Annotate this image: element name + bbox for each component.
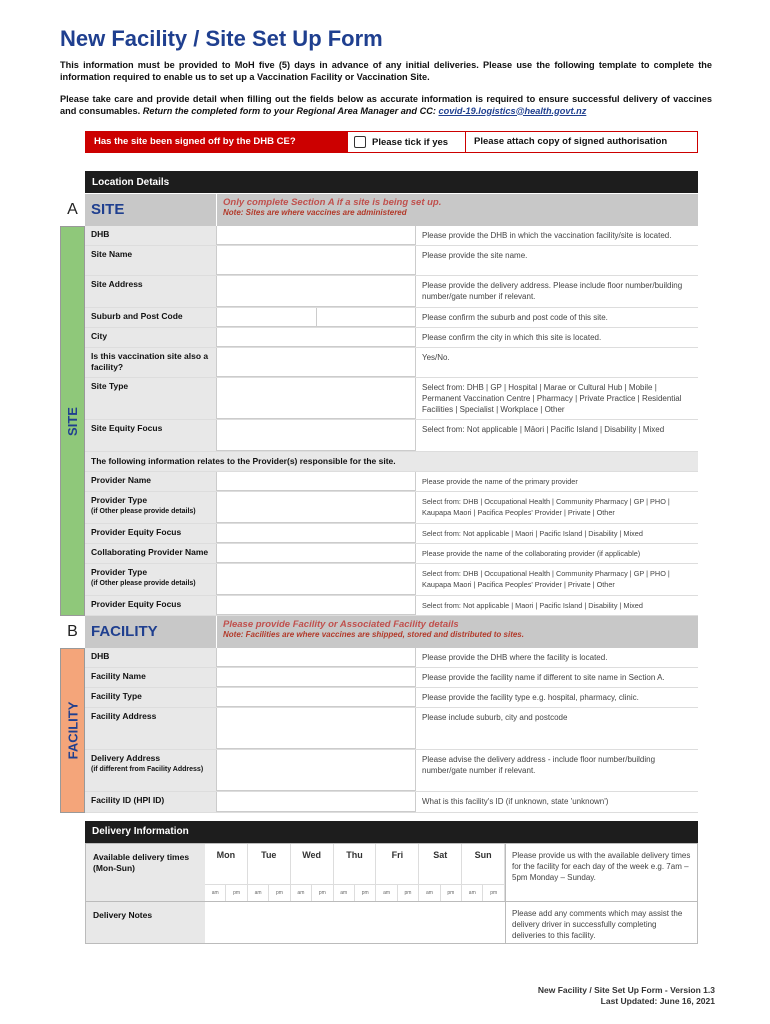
delivery-notes-input[interactable] bbox=[205, 902, 505, 943]
site-row-input[interactable] bbox=[216, 348, 416, 377]
provider-row-label bbox=[85, 544, 216, 563]
facility-row-label bbox=[85, 648, 216, 667]
site-row-label-text: Site Equity Focus bbox=[91, 423, 163, 433]
provider-row-label-text: Provider Equity Focus bbox=[91, 599, 182, 609]
time-am-input[interactable]: am bbox=[419, 885, 440, 901]
facility-row-hint: Please provide the DHB where the facility is located. bbox=[422, 653, 608, 662]
provider-row-hint: Select from: DHB | Occupational Health | Community Pharmacy | GP | PHO | Kaupapa Maori | Pacifica Peoples' Provider | Private | Other bbox=[422, 497, 670, 517]
site-sidebar-label: SITE bbox=[65, 406, 80, 436]
provider-row bbox=[85, 524, 698, 544]
facility-row-label bbox=[85, 688, 216, 707]
site-row-label-text: City bbox=[91, 331, 108, 341]
site-row-input[interactable] bbox=[216, 276, 416, 307]
provider-row-hint: Select from: Not applicable | Maori | Pacific Island | Disability | Mixed bbox=[422, 601, 643, 610]
provider-section-header: The following information relates to the Provider(s) responsible for the site. bbox=[85, 452, 698, 472]
facility-sidebar-label: FACILITY bbox=[65, 701, 80, 760]
site-row-label bbox=[85, 378, 216, 419]
site-row-input[interactable] bbox=[216, 378, 416, 419]
facility-row-label-text: Facility Type bbox=[91, 691, 142, 701]
provider-row-label-text: Provider Name bbox=[91, 475, 151, 485]
provider-row-label-note: (if Other please provide details) bbox=[91, 508, 196, 515]
time-pm-input[interactable]: pm bbox=[398, 885, 419, 901]
site-row-hint: Please confirm the suburb and post code of this site. bbox=[422, 313, 608, 322]
facility-row-hint: Please advise the delivery address - include floor number/building number/gate number if relevant. bbox=[422, 755, 656, 775]
site-row-label bbox=[85, 246, 216, 275]
provider-row-label bbox=[85, 492, 216, 523]
time-am-input[interactable]: am bbox=[205, 885, 226, 901]
facility-row-input[interactable] bbox=[216, 792, 416, 812]
site-row bbox=[85, 328, 698, 348]
facility-row-label-text: Delivery Address bbox=[91, 753, 161, 763]
facility-row bbox=[85, 792, 698, 813]
provider-row bbox=[85, 564, 698, 596]
time-pm-input[interactable]: pm bbox=[355, 885, 376, 901]
instructions-paragraph bbox=[60, 94, 712, 117]
section-b-note-main: Please provide Facility or Associated Facility details bbox=[223, 619, 459, 630]
facility-row-label bbox=[85, 750, 216, 791]
site-row-label bbox=[85, 328, 216, 347]
provider-row-hint: Please provide the name of the primary provider bbox=[422, 477, 578, 486]
site-row-label bbox=[85, 308, 216, 327]
site-row-label-text: DHB bbox=[91, 229, 110, 239]
site-row bbox=[85, 420, 698, 452]
time-am-input[interactable]: am bbox=[334, 885, 355, 901]
section-b-letter: B bbox=[60, 616, 85, 648]
site-row-hint: Please provide the DHB in which the vaccination facility/site is located. bbox=[422, 231, 672, 240]
signoff-row bbox=[85, 131, 698, 153]
site-row-input[interactable] bbox=[216, 328, 416, 347]
facility-row-input[interactable] bbox=[216, 708, 416, 749]
facility-row-label-text: Facility ID (HPI ID) bbox=[91, 795, 165, 805]
time-pm-input[interactable]: pm bbox=[226, 885, 247, 901]
provider-row-label bbox=[85, 524, 216, 543]
site-row bbox=[85, 246, 698, 276]
location-details-header: Location Details bbox=[85, 171, 698, 193]
provider-row-hint: Please provide the name of the collaborating provider (if applicable) bbox=[422, 549, 641, 558]
facility-row bbox=[85, 750, 698, 792]
section-b-header bbox=[60, 616, 698, 648]
day-column-header: Sat bbox=[419, 844, 462, 884]
email-link[interactable]: covid-19.logistics@health.govt.nz bbox=[438, 105, 587, 116]
facility-row bbox=[85, 648, 698, 668]
provider-row-label bbox=[85, 564, 216, 595]
provider-row-label bbox=[85, 472, 216, 491]
facility-row bbox=[85, 708, 698, 750]
footer-version: New Facility / Site Set Up Form - Version 1.3 bbox=[537, 985, 715, 995]
provider-row-label-text: Provider Equity Focus bbox=[91, 527, 182, 537]
provider-row-input[interactable] bbox=[216, 564, 416, 595]
site-row-hint: Select from: Not applicable | Māori | Pacific Island | Disability | Mixed bbox=[422, 425, 665, 434]
time-pm-input[interactable]: pm bbox=[441, 885, 462, 901]
provider-row-input[interactable] bbox=[216, 544, 416, 563]
section-b-title: FACILITY bbox=[85, 616, 216, 648]
provider-row-input[interactable] bbox=[216, 472, 416, 491]
provider-row-hint: Select from: DHB | Occupational Health | Community Pharmacy | GP | PHO | Kaupapa Maori | Pacifica Peoples' Provider | Private | Other bbox=[422, 569, 670, 589]
provider-row-input[interactable] bbox=[216, 492, 416, 523]
facility-row-label-note: (if different from Facility Address) bbox=[91, 766, 204, 773]
facility-row-label-text: Facility Name bbox=[91, 671, 146, 681]
section-a-title: SITE bbox=[85, 194, 216, 226]
section-a-letter: A bbox=[60, 194, 85, 226]
provider-row bbox=[85, 596, 698, 616]
provider-row-label-text: Provider Type bbox=[91, 567, 148, 577]
delivery-times-hint: Please provide us with the available delivery times for the facility for each day of the week e.g. 7am – 5pm Monday – Sunday. bbox=[505, 844, 697, 901]
site-row-hint: Select from: DHB | GP | Hospital | Marae or Cultural Hub | Mobile | Permanent Vaccination Centre | Pharmacy | Private Practice | Residential Facilities | Specialist | Workplace | Other bbox=[422, 383, 682, 414]
facility-row-label-text: DHB bbox=[91, 651, 110, 661]
site-row-input[interactable] bbox=[216, 420, 416, 451]
site-row-input[interactable] bbox=[216, 246, 416, 275]
time-pm-input[interactable]: pm bbox=[483, 885, 504, 901]
site-row-label-text: Suburb and Post Code bbox=[91, 311, 183, 321]
site-row-label bbox=[85, 420, 216, 451]
page-title: New Facility / Site Set Up Form bbox=[60, 26, 383, 51]
facility-row-hint: What is this facility's ID (if unknown, state 'unknown') bbox=[422, 797, 609, 806]
facility-row-hint: Please include suburb, city and postcode bbox=[422, 713, 568, 722]
provider-row-input[interactable] bbox=[216, 596, 416, 615]
site-row-label-text: Site Address bbox=[91, 279, 143, 289]
day-column-header: Sun bbox=[462, 844, 505, 884]
delivery-notes-hint: Please add any comments which may assist the delivery driver in successfully completing deliveries to this facility. bbox=[505, 902, 697, 943]
site-row-input[interactable] bbox=[216, 308, 416, 327]
delivery-notes-label: Delivery Notes bbox=[86, 902, 205, 943]
signoff-question: Has the site been signed off by the DHB CE? bbox=[86, 132, 348, 152]
facility-row bbox=[85, 688, 698, 708]
site-row-input-part[interactable] bbox=[317, 308, 416, 326]
site-row-label-text: Is this vaccination site also a facility? bbox=[91, 351, 209, 372]
time-am-input[interactable]: am bbox=[248, 885, 269, 901]
facility-row-input[interactable] bbox=[216, 750, 416, 791]
facility-row-label-text: Facility Address bbox=[91, 711, 157, 721]
day-column-header: Mon bbox=[205, 844, 248, 884]
delivery-grid bbox=[85, 843, 698, 944]
day-column-header: Wed bbox=[291, 844, 334, 884]
section-a-note bbox=[216, 194, 698, 226]
site-row-input[interactable] bbox=[216, 226, 416, 245]
day-column-header: Tue bbox=[248, 844, 291, 884]
provider-row bbox=[85, 472, 698, 492]
return-instructions: Return the completed form to your Regional Area Manager and CC: bbox=[142, 105, 436, 116]
section-a-note-main: Only complete Section A if a site is being set up. bbox=[223, 197, 442, 208]
time-pm-input[interactable]: pm bbox=[312, 885, 333, 901]
site-row-label-text: Site Type bbox=[91, 381, 129, 391]
delivery-times-label: Available delivery times (Mon-Sun) bbox=[86, 844, 205, 901]
facility-sidebar bbox=[60, 648, 85, 813]
provider-row-label-note: (if Other please provide details) bbox=[91, 580, 196, 587]
facility-row-input[interactable] bbox=[216, 648, 416, 667]
site-row-hint: Please provide the delivery address. Please include floor number/building number/gate number if relevant. bbox=[422, 281, 683, 301]
provider-row-input[interactable] bbox=[216, 524, 416, 543]
site-row bbox=[85, 308, 698, 328]
delivery-info-header: Delivery Information bbox=[85, 821, 698, 843]
provider-row-label bbox=[85, 596, 216, 615]
signoff-tick-label: Please tick if yes bbox=[372, 136, 449, 148]
time-am-input[interactable]: am bbox=[462, 885, 483, 901]
footer-updated: Last Updated: June 16, 2021 bbox=[600, 996, 715, 1006]
time-am-input[interactable]: am bbox=[291, 885, 312, 901]
facility-row-hint: Please provide the facility type e.g. hospital, pharmacy, clinic. bbox=[422, 693, 639, 702]
site-row-hint: Yes/No. bbox=[422, 353, 450, 362]
site-sidebar bbox=[60, 226, 85, 616]
footer bbox=[538, 985, 715, 1007]
signoff-checkbox[interactable] bbox=[354, 136, 366, 148]
facility-row-label bbox=[85, 708, 216, 749]
provider-row-hint: Select from: Not applicable | Maori | Pacific Island | Disability | Mixed bbox=[422, 529, 643, 538]
site-row-label-text: Site Name bbox=[91, 249, 133, 259]
facility-row-hint: Please provide the facility name if different to site name in Section A. bbox=[422, 673, 665, 682]
facility-row bbox=[85, 668, 698, 688]
signoff-tick[interactable] bbox=[348, 132, 466, 152]
site-row bbox=[85, 276, 698, 308]
site-row-hint: Please confirm the city in which this site is located. bbox=[422, 333, 602, 342]
section-a-note-sub: Note: Sites are where vaccines are administered bbox=[223, 208, 407, 217]
day-column-header: Fri bbox=[376, 844, 419, 884]
day-column-header: Thu bbox=[334, 844, 377, 884]
provider-row-label-text: Provider Type bbox=[91, 495, 148, 505]
facility-row-label bbox=[85, 792, 216, 812]
site-row-label bbox=[85, 276, 216, 307]
signoff-attach-note: Please attach copy of signed authorisation bbox=[474, 136, 668, 147]
site-row-label bbox=[85, 226, 216, 245]
facility-row-input[interactable] bbox=[216, 668, 416, 687]
intro-paragraph: This information must be provided to MoH five (5) days in advance of any initial deliveries. Please use the following template to complete the information required to enable us to set up a Vaccination Facility or Vaccination Site. bbox=[60, 60, 712, 82]
time-am-input[interactable]: am bbox=[376, 885, 397, 901]
time-pm-input[interactable]: pm bbox=[269, 885, 290, 901]
site-row bbox=[85, 378, 698, 420]
provider-row-label-text: Collaborating Provider Name bbox=[91, 547, 209, 557]
section-a-header bbox=[60, 194, 698, 226]
instructions-text: Please take care and provide detail when filling out the fields below as accurate information is required to ensure successful delivery of vaccines and consumables. bbox=[60, 94, 712, 116]
facility-row-input[interactable] bbox=[216, 688, 416, 707]
site-row-label bbox=[85, 348, 216, 377]
site-row-input-part[interactable] bbox=[217, 308, 317, 326]
site-row bbox=[85, 348, 698, 378]
provider-row bbox=[85, 544, 698, 564]
provider-row bbox=[85, 492, 698, 524]
section-b-note bbox=[216, 616, 698, 648]
site-row-hint: Please provide the site name. bbox=[422, 251, 528, 260]
site-row bbox=[85, 226, 698, 246]
facility-row-label bbox=[85, 668, 216, 687]
section-b-note-sub: Note: Facilities are where vaccines are shipped, stored and distributed to sites. bbox=[223, 630, 524, 639]
